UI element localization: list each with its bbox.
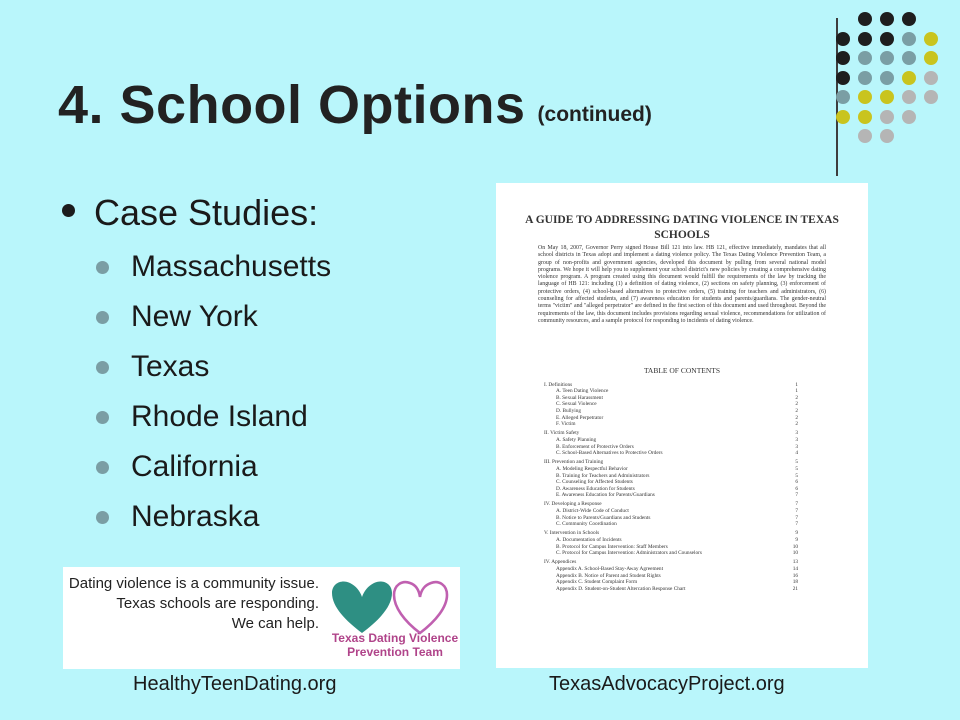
toc-item-label: A. Teen Dating Violence xyxy=(556,388,609,395)
bullet-dot xyxy=(96,461,109,474)
toc-item-page: 10 xyxy=(792,550,798,557)
toc-item-page: 4 xyxy=(795,450,798,457)
bullet-case-studies[interactable] xyxy=(62,192,318,234)
decorative-dot xyxy=(880,90,894,104)
toc-item-page: 5 xyxy=(795,465,798,472)
toc-item-page: 3 xyxy=(795,443,798,450)
pink-heart-icon xyxy=(394,582,447,633)
toc-item-label: B. Enforcement of Protective Orders xyxy=(556,443,634,450)
bullet-dot xyxy=(96,511,109,524)
toc-item-page: 18 xyxy=(792,579,798,586)
bullet-dot xyxy=(96,261,109,274)
toc-item-page: 7 xyxy=(795,514,798,521)
decorative-dot xyxy=(880,12,894,26)
decorative-dot xyxy=(836,32,850,46)
toc-item-label: E. Alleged Perpetrator xyxy=(556,414,604,421)
logo-tagline-1: Dating violence is a community issue. xyxy=(68,575,319,592)
bullet-dot xyxy=(62,204,75,217)
toc-item-page: 2 xyxy=(795,401,798,408)
decorative-dot xyxy=(858,90,872,104)
decorative-dot xyxy=(902,12,916,26)
decorative-dot-grid xyxy=(836,12,956,160)
title-subtitle: (continued) xyxy=(537,103,652,126)
toc-item-label: B. Sexual Harassment xyxy=(556,394,603,401)
decorative-dot xyxy=(902,90,916,104)
dating-violence-team-logo[interactable] xyxy=(63,567,460,669)
logo-tagline-3: We can help. xyxy=(231,615,319,632)
decorative-dot xyxy=(880,71,894,85)
decorative-dot xyxy=(924,71,938,85)
toc-item-page: 7 xyxy=(795,521,798,528)
toc-item-page: 21 xyxy=(792,585,798,592)
toc-item xyxy=(544,479,798,486)
list-item[interactable] xyxy=(96,492,331,542)
toc-item-label: Appendix C. Student Complaint Form xyxy=(556,579,638,586)
toc-section xyxy=(544,430,798,437)
decorative-dot xyxy=(858,32,872,46)
list-item[interactable] xyxy=(96,292,331,342)
toc-item-page: 2 xyxy=(795,407,798,414)
decorative-dot xyxy=(902,32,916,46)
toc-section-page: 5 xyxy=(795,459,798,466)
decorative-dot xyxy=(836,51,850,65)
decorative-dot xyxy=(858,51,872,65)
toc-item-label: C. School-Based Alternatives to Protective Orders xyxy=(556,450,663,457)
toc-item xyxy=(544,515,798,522)
list-item-label: California xyxy=(131,450,258,483)
list-item-label: Massachusetts xyxy=(131,250,332,283)
toc-item-label: A. Documentation of Incidents xyxy=(556,537,622,544)
toc-item-label: F. Victim xyxy=(556,421,576,428)
toc-item-label: A. Modeling Respectful Behavior xyxy=(556,465,628,472)
toc-section-label: III. Prevention and Training xyxy=(544,459,604,466)
toc-item-label: A. Safety Planning xyxy=(556,436,597,443)
case-studies-list xyxy=(96,242,331,542)
toc-item-page: 14 xyxy=(792,566,798,572)
toc-item xyxy=(544,408,798,415)
toc-item-page: 2 xyxy=(795,421,798,428)
bullet-dot xyxy=(96,411,109,424)
table-of-contents xyxy=(544,379,798,592)
decorative-dot xyxy=(880,129,894,143)
decorative-dot xyxy=(924,51,938,65)
toc-item xyxy=(544,566,798,573)
toc-section-page: 1 xyxy=(795,381,798,388)
slide-title[interactable] xyxy=(58,75,652,135)
toc-item xyxy=(544,579,798,586)
toc-item-label: C. Counseling for Affected Students xyxy=(556,479,633,486)
toc-item-page: 2 xyxy=(795,414,798,421)
list-item[interactable] xyxy=(96,442,331,492)
toc-item xyxy=(544,437,798,444)
title-main: 4. School Options xyxy=(58,75,526,135)
toc-item xyxy=(544,550,798,557)
decorative-dot xyxy=(858,71,872,85)
toc-section xyxy=(544,459,798,466)
decorative-dot xyxy=(858,110,872,124)
toc-section-label: I. Definitions xyxy=(544,381,573,388)
toc-item xyxy=(544,521,798,528)
toc-item-page: 3 xyxy=(795,436,798,443)
decorative-dot xyxy=(902,110,916,124)
toc-item-label: Appendix B. Notice of Parent and Student Rights xyxy=(556,572,661,579)
toc-item-page: 7 xyxy=(795,508,798,515)
decorative-dot xyxy=(836,90,850,104)
list-item-label: Nebraska xyxy=(131,500,260,533)
list-item[interactable] xyxy=(96,342,331,392)
toc-item xyxy=(544,388,798,395)
list-item[interactable] xyxy=(96,242,331,292)
toc-item xyxy=(544,401,798,408)
toc-section-label: IV. Appendices xyxy=(544,559,577,566)
toc-section-label: V. Intervention in Schools xyxy=(544,530,600,537)
decorative-dot xyxy=(880,110,894,124)
toc-item-label: Appendix A. School-Based Stay-Away Agreement xyxy=(556,566,664,572)
toc-section-page: 9 xyxy=(795,530,798,537)
toc-item xyxy=(544,492,798,499)
toc-item-page: 16 xyxy=(792,572,798,579)
toc-item-page: 2 xyxy=(795,394,798,401)
toc-section-label: II. Victim Safety xyxy=(544,430,580,437)
decorative-dot xyxy=(880,51,894,65)
toc-item-label: Appendix D. Student-on-Student Altercation Response Chart xyxy=(556,585,686,592)
decorative-dot xyxy=(858,12,872,26)
toc-item-page: 7 xyxy=(795,492,798,499)
toc-item-label: B. Notice to Parents/Guardians and Students xyxy=(556,514,651,521)
toc-item xyxy=(544,466,798,473)
logo-org-name: Texas Dating Violence Prevention Team xyxy=(331,631,459,659)
toc-item-page: 6 xyxy=(795,485,798,492)
toc-section-page: 13 xyxy=(792,559,798,566)
document-intro: On May 18, 2007, Governor Perry signed House Bill 121 into law. HB 121, effective immediately, mandates that all school districts in Texas adopt and implement a dating violence policy. The Texas Dating Violence Prevention Team, a group of non-profits and government agencies, developed this document by pulling from several national model programs. We hope it will help you to supplement your school district's new policies by creating a comprehensive dating violence program. A program created using this document would fulfill the requirements of the law by tracking the language of HB 121: including (1) a definition of dating violence, (2) sections on safety planning, (3) enforcement of protective orders, (4) school-based alternatives to protective orders, (5) training for teachers and administrators, (6) counseling for affected students, and (7) awareness education for students and parents/guardians. The gender-neutral terms "victim" and "alleged perpetrator" are defined in the first section of this document and used throughout. Beyond the requirements of the law, this document includes provisions regarding sexual violence, recommendations for utilization of community resources, and a sample protocol for responding to incidents of dating violence. xyxy=(538,245,826,324)
toc-item-label: D. Bullying xyxy=(556,407,582,414)
decorative-dot xyxy=(924,90,938,104)
toc-section-page: 3 xyxy=(795,430,798,437)
decorative-dot xyxy=(836,71,850,85)
toc-item-label: B. Protocol for Campus Intervention: Staff Members xyxy=(556,543,668,550)
toc-item xyxy=(544,444,798,451)
toc-item xyxy=(544,415,798,422)
toc-item xyxy=(544,421,798,428)
bullet-dot xyxy=(96,361,109,374)
decorative-dot xyxy=(880,32,894,46)
toc-item xyxy=(544,537,798,544)
decorative-dot xyxy=(902,51,916,65)
decorative-dot xyxy=(902,71,916,85)
teal-heart-icon xyxy=(332,581,392,633)
toc-item-page: 6 xyxy=(795,479,798,486)
case-studies-label: Case Studies: xyxy=(94,192,319,233)
toc-section-page: 7 xyxy=(795,501,798,508)
guide-document-image[interactable] xyxy=(496,183,868,668)
decorative-dot xyxy=(924,32,938,46)
toc-item-label: B. Training for Teachers and Administrators xyxy=(556,472,650,479)
toc-item xyxy=(544,586,798,593)
list-item-label: Rhode Island xyxy=(131,400,308,433)
toc-heading: TABLE OF CONTENTS xyxy=(643,366,721,375)
hearts-icon xyxy=(328,575,458,635)
toc-item-label: C. Community Coordination xyxy=(556,521,617,528)
toc-item-page: 10 xyxy=(792,543,798,550)
toc-section xyxy=(544,382,798,389)
list-item-label: New York xyxy=(131,300,258,333)
list-item-label: Texas xyxy=(131,350,210,383)
toc-item xyxy=(544,508,798,515)
toc-section-label: IV. Developing a Response xyxy=(544,501,602,508)
toc-item-label: E. Awareness Education for Parents/Guardians xyxy=(556,492,655,499)
decorative-dot xyxy=(858,129,872,143)
decorative-dot xyxy=(836,110,850,124)
toc-item-page: 5 xyxy=(795,472,798,479)
toc-item-page: 1 xyxy=(795,388,798,395)
toc-section xyxy=(544,559,798,566)
toc-item xyxy=(544,573,798,580)
toc-item xyxy=(544,395,798,402)
toc-item xyxy=(544,450,798,457)
toc-item-label: C. Sexual Violence xyxy=(556,401,597,408)
toc-item-page: 9 xyxy=(795,537,798,544)
list-item[interactable] xyxy=(96,392,331,442)
bullet-dot xyxy=(96,311,109,324)
toc-item-label: A. District-Wide Code of Conduct xyxy=(556,508,629,515)
document-title: A GUIDE TO ADDRESSING DATING VIOLENCE IN TEXAS SCHOOLS xyxy=(525,214,839,241)
toc-item-label: D. Awareness Education for Students xyxy=(556,485,635,492)
logo-tagline-2: Texas schools are responding. xyxy=(116,595,319,612)
toc-item-label: C. Protocol for Campus Intervention: Administrators and Counselors xyxy=(556,550,702,557)
texas-advocacy-project-link[interactable]: TexasAdvocacyProject.org xyxy=(549,673,785,695)
healthy-teen-dating-link[interactable]: HealthyTeenDating.org xyxy=(133,673,337,695)
